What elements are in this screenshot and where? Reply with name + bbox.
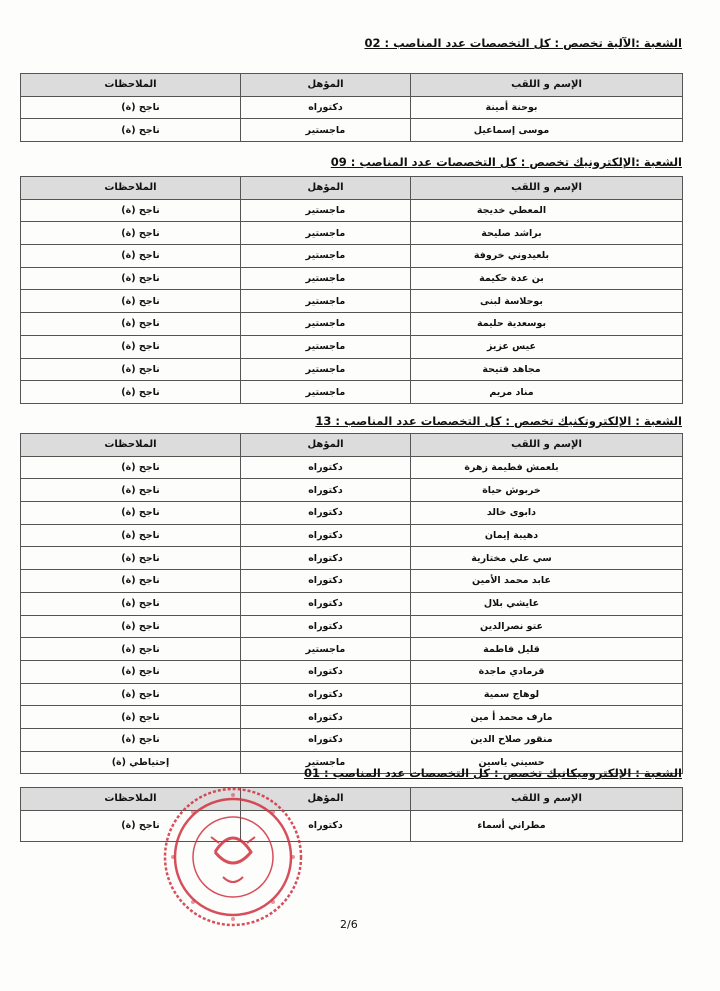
table-row [21, 502, 683, 525]
cell-notes: ناجح (ة) [21, 592, 241, 615]
table-row [21, 267, 683, 290]
table-row [21, 660, 683, 683]
table-row [21, 358, 683, 381]
cell-notes: ناجح (ة) [21, 570, 241, 593]
cell-name: عايشي بلال [411, 592, 683, 615]
cell-name: مارف محمد أ مين [411, 706, 683, 729]
table-row [21, 547, 683, 570]
table-row [21, 381, 683, 404]
section-title: الشعبة :الإلكترونيك تخصص : كل التخصصات عدد المناصب : 09 [330, 155, 682, 169]
header-notes: الملاحظات [21, 74, 241, 97]
table-row [21, 199, 683, 222]
section-title: الشعبة : الإلكتروميكانيك تخصص : كل التخصصات عدد المناصب : 01 [303, 766, 682, 780]
official-stamp [153, 782, 313, 932]
cell-notes: ناجح (ة) [21, 222, 241, 245]
cell-name: بن عدة حكيمة [411, 267, 683, 290]
table-row [21, 96, 683, 119]
cell-name: بوسعدية حليمة [411, 313, 683, 336]
header-notes: الملاحظات [21, 177, 241, 200]
table-row [21, 290, 683, 313]
table-row [21, 615, 683, 638]
table-row [21, 683, 683, 706]
header-name: الإسم و اللقب [411, 74, 683, 97]
cell-name: مطراني أسماء [411, 810, 683, 841]
cell-name: قرمادي ماجدة [411, 660, 683, 683]
cell-qualification: ماجستير [241, 358, 411, 381]
page-number: 2/6 [340, 918, 358, 931]
table-header-row [21, 74, 683, 97]
cell-name: مجاهد فتيحة [411, 358, 683, 381]
cell-qualification: دكتوراه [241, 456, 411, 479]
cell-notes: ناجح (ة) [21, 358, 241, 381]
cell-qualification: ماجستير [241, 267, 411, 290]
cell-qualification: ماجستير [241, 313, 411, 336]
cell-notes: ناجح (ة) [21, 381, 241, 404]
cell-qualification: دكتوراه [241, 479, 411, 502]
results-table [20, 787, 683, 842]
table-row [21, 245, 683, 268]
cell-qualification: دكتوراه [241, 96, 411, 119]
cell-qualification: دكتوراه [241, 615, 411, 638]
cell-qualification: ماجستير [241, 290, 411, 313]
cell-notes: ناجح (ة) [21, 96, 241, 119]
cell-notes: ناجح (ة) [21, 502, 241, 525]
header-qualification: المؤهل [241, 177, 411, 200]
cell-qualification: ماجستير [241, 222, 411, 245]
cell-qualification: دكتوراه [241, 706, 411, 729]
cell-notes: ناجح (ة) [21, 479, 241, 502]
cell-notes: ناجح (ة) [21, 245, 241, 268]
cell-name: عيس عزيز [411, 335, 683, 358]
cell-notes: ناجح (ة) [21, 615, 241, 638]
cell-notes: ناجح (ة) [21, 267, 241, 290]
header-notes: الملاحظات [21, 788, 241, 811]
cell-qualification: ماجستير [241, 119, 411, 142]
cell-notes: ناجح (ة) [21, 728, 241, 751]
table-row [21, 479, 683, 502]
cell-name: دهيبة إيمان [411, 524, 683, 547]
cell-qualification: دكتوراه [241, 660, 411, 683]
cell-notes: ناجح (ة) [21, 335, 241, 358]
cell-name: خربوش حياة [411, 479, 683, 502]
section-electromechanics [20, 766, 682, 842]
cell-notes: ناجح (ة) [21, 810, 241, 841]
table-header-row [21, 788, 683, 811]
cell-name: حسيني ياسين [411, 751, 683, 774]
table-row [21, 638, 683, 661]
cell-qualification: ماجستير [241, 335, 411, 358]
table-row [21, 222, 683, 245]
cell-qualification: دكتوراه [241, 592, 411, 615]
cell-qualification: دكتوراه [241, 810, 411, 841]
header-qualification: المؤهل [241, 434, 411, 457]
cell-name: عابد محمد الأمين [411, 570, 683, 593]
table-header-row [21, 434, 683, 457]
cell-qualification: ماجستير [241, 245, 411, 268]
results-table [20, 73, 683, 142]
header-qualification: المؤهل [241, 788, 411, 811]
cell-qualification: دكتوراه [241, 524, 411, 547]
cell-notes: ناجح (ة) [21, 660, 241, 683]
section-electronics [20, 155, 682, 404]
cell-notes: ناجح (ة) [21, 524, 241, 547]
table-row [21, 524, 683, 547]
cell-name: عتو نصرالدين [411, 615, 683, 638]
cell-notes: ناجح (ة) [21, 119, 241, 142]
header-name: الإسم و اللقب [411, 788, 683, 811]
table-row [21, 810, 683, 841]
cell-name: لوهاج سمية [411, 683, 683, 706]
cell-notes: إحتياطي (ة) [21, 751, 241, 774]
header-notes: الملاحظات [21, 434, 241, 457]
cell-name: قليل فاطمة [411, 638, 683, 661]
table-row [21, 570, 683, 593]
section-title: الشعبة :الآلية تخصص : كل التخصصات عدد المناصب : 02 [364, 36, 682, 50]
cell-name: بلعيدوني خروفة [411, 245, 683, 268]
cell-notes: ناجح (ة) [21, 547, 241, 570]
results-table [20, 433, 683, 774]
cell-name: المعطي خديجة [411, 199, 683, 222]
table-row [21, 706, 683, 729]
header-name: الإسم و اللقب [411, 177, 683, 200]
section-automation [20, 36, 682, 142]
cell-name: مناد مريم [411, 381, 683, 404]
cell-notes: ناجح (ة) [21, 199, 241, 222]
cell-qualification: دكتوراه [241, 547, 411, 570]
table-row [21, 456, 683, 479]
cell-name: سي علي مختارية [411, 547, 683, 570]
cell-qualification: ماجستير [241, 638, 411, 661]
cell-notes: ناجح (ة) [21, 290, 241, 313]
cell-notes: ناجح (ة) [21, 683, 241, 706]
cell-name: موسى إسماعيل [411, 119, 683, 142]
cell-notes: ناجح (ة) [21, 313, 241, 336]
cell-name: بوحلاسة لبنى [411, 290, 683, 313]
cell-qualification: ماجستير [241, 381, 411, 404]
cell-name: بوحنة أمينة [411, 96, 683, 119]
cell-qualification: ماجستير [241, 199, 411, 222]
header-name: الإسم و اللقب [411, 434, 683, 457]
table-row [21, 728, 683, 751]
cell-name: بلعمش فطيمة زهرة [411, 456, 683, 479]
section-electrotechnics [20, 414, 682, 774]
table-row [21, 119, 683, 142]
cell-qualification: دكتوراه [241, 683, 411, 706]
cell-name: براشد صليحة [411, 222, 683, 245]
table-row [21, 335, 683, 358]
header-qualification: المؤهل [241, 74, 411, 97]
cell-qualification: دكتوراه [241, 502, 411, 525]
section-title: الشعبة : الإلكتروتكنيك تخصص : كل التخصصات عدد المناصب : 13 [315, 414, 682, 428]
table-header-row [21, 177, 683, 200]
cell-qualification: دكتوراه [241, 570, 411, 593]
results-table [20, 176, 683, 404]
cell-qualification: ماجستير [241, 751, 411, 774]
table-row [21, 313, 683, 336]
cell-name: منقور صلاح الدين [411, 728, 683, 751]
cell-name: دابوى خالد [411, 502, 683, 525]
cell-notes: ناجح (ة) [21, 706, 241, 729]
cell-notes: ناجح (ة) [21, 638, 241, 661]
cell-notes: ناجح (ة) [21, 456, 241, 479]
table-row [21, 592, 683, 615]
cell-qualification: دكتوراه [241, 728, 411, 751]
